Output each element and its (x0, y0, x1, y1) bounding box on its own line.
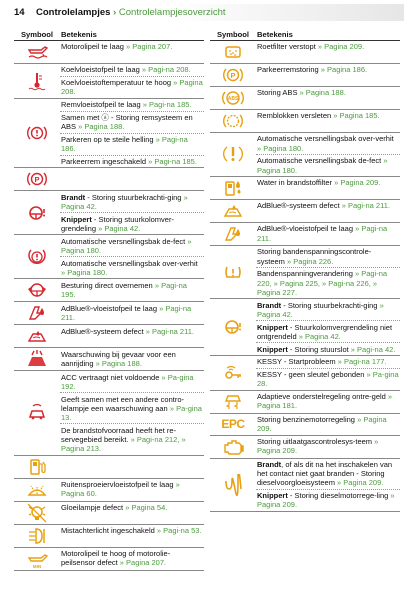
page-reference-link[interactable]: » Pagina 188. (95, 358, 142, 368)
table-row (14, 191, 204, 235)
meaning-cell (256, 41, 400, 63)
table-row (14, 302, 204, 325)
meaning-header: Betekenis (61, 30, 97, 39)
svg-text:ABS: ABS (227, 96, 239, 102)
page-number: 14 (14, 7, 25, 18)
meaning-text: - Storing stuurslot (287, 344, 351, 354)
meaning-line (256, 391, 400, 412)
table-row (210, 299, 400, 356)
meaning-line (256, 133, 400, 155)
table-row (14, 64, 204, 99)
meaning-line (60, 77, 204, 98)
page-reference-link[interactable]: » Pagi-na 195. (61, 280, 187, 299)
meaning-text: Water in brandstoffilter (257, 178, 335, 188)
meaning-text: KESSY - geen sleutel gebonden (257, 370, 367, 380)
kessy-key-icon (210, 356, 256, 390)
page-reference-link[interactable]: » Pagi-na 211. (257, 224, 388, 243)
meaning-line (256, 155, 400, 176)
meaning-cell (60, 548, 204, 570)
meaning-text: AdBlue®-systeem defect (61, 326, 146, 336)
table-row (210, 459, 400, 512)
meaning-text: Automatische versnellingsbak over-verhit (257, 134, 394, 144)
meaning-cell (60, 191, 204, 234)
meaning-text: Remvloeistofpeil te laag (61, 100, 143, 110)
meaning-line (60, 156, 204, 168)
page-reference-link[interactable]: » Pagina 226. (287, 256, 334, 266)
page-reference-link[interactable]: » Pagi-na 177. (337, 357, 387, 367)
meaning-text: Automatische versnellingsbak over-verhit (61, 258, 198, 268)
meaning-text: - Storing stuurbekrachti-ging (281, 300, 380, 310)
meaning-text: ACC vertraagt niet voldoende (61, 372, 162, 382)
page-reference-link[interactable]: » Pagina 42. (98, 223, 141, 233)
meaning-line (256, 41, 400, 53)
meaning-cell (60, 371, 204, 454)
table-row (210, 110, 400, 133)
table-row (14, 525, 204, 548)
meaning-line (60, 112, 204, 134)
meaning-cell (256, 299, 400, 355)
meaning-line (60, 41, 204, 53)
breadcrumb-separator: › (113, 7, 117, 18)
meaning-text: AdBlue®-vloeistofpeil te laag (257, 224, 356, 234)
tyre-pressure-icon (210, 246, 256, 298)
meaning-cell (60, 325, 204, 347)
meaning-text: , of als dit na het inschakelen van het contact niet gaat branden - Storing dieselvoorgloeisysteem (257, 460, 393, 488)
meaning-text: Besturing direct overnemen (61, 280, 155, 290)
meaning-cell (256, 177, 400, 199)
meaning-line (60, 479, 204, 500)
table-row (14, 548, 204, 571)
collision-warning-icon (14, 348, 60, 370)
page-reference-link[interactable]: » Pagi-na 211. (61, 303, 192, 322)
meaning-text: AdBlue®-systeem defect (257, 201, 342, 211)
abs-icon (210, 87, 256, 109)
table-row (210, 356, 400, 391)
oil-can-min-icon (14, 548, 60, 570)
page-reference-link[interactable]: » Pagi-na 185. (142, 100, 192, 110)
meaning-text: Storing benzinemotorregeling (257, 415, 358, 425)
engine-icon (210, 436, 256, 458)
table-row (210, 133, 400, 177)
table-row (210, 41, 400, 64)
page-reference-link[interactable]: » Pagina 42. (257, 300, 384, 319)
state-label: Knippert (257, 322, 288, 332)
table-row (14, 502, 204, 525)
table-row (210, 436, 400, 459)
meaning-cell (256, 246, 400, 298)
meaning-line (60, 279, 204, 300)
meaning-line (60, 99, 204, 112)
meaning-line (256, 321, 400, 343)
page-reference-link[interactable]: » Pagina 207. (126, 42, 173, 52)
page-reference-link[interactable]: » Pagi-na 220, » Pagina 225, » Pagi-na 226, » Pagina 227. (257, 269, 388, 297)
page-reference-link[interactable]: » Pagina 60. (61, 479, 180, 499)
brake-pad-icon (210, 110, 256, 132)
table-row (14, 41, 204, 64)
state-label: Brandt (257, 300, 282, 310)
page-reference-link[interactable]: » Pagina 180. (257, 156, 388, 175)
meaning-line (60, 548, 204, 569)
meaning-text: - Storing stuurbekrachti-ging (85, 192, 184, 202)
meaning-line (60, 235, 204, 257)
meaning-line (256, 299, 400, 321)
adblue-defect-icon (210, 200, 256, 222)
meaning-line (60, 191, 204, 213)
meaning-line (256, 268, 400, 298)
table-row (14, 348, 204, 371)
page-reference-link[interactable]: » Pagina 185. (333, 111, 380, 121)
meaning-text: Automatische versnellingsbak de-fect (257, 156, 384, 166)
meaning-text: Storing ABS (257, 88, 300, 98)
meaning-cell (60, 99, 204, 168)
page-reference-link[interactable]: » Pagi-na 53. (156, 525, 202, 535)
state-label: Brandt (61, 192, 86, 202)
meaning-text: Koelvloeistofpeil te laag (61, 65, 142, 75)
meaning-line (256, 110, 400, 122)
meaning-cell (256, 64, 400, 86)
table-row (14, 279, 204, 302)
page-reference-link[interactable]: » Pa-gina 28. (257, 370, 399, 389)
page-reference-link[interactable]: » Pagina 186. (320, 65, 368, 75)
adaptive-chassis-icon (210, 391, 256, 413)
page-reference-link[interactable]: » Pagi-na 211. (341, 201, 390, 211)
table-row (14, 99, 204, 169)
glow-plug-icon (14, 502, 60, 524)
page-reference-link[interactable]: » Pagina 188. (78, 122, 125, 132)
meaning-text: Roetfilter verstopt (257, 42, 318, 52)
meaning-text: Storing uitlaatgascontrolesys-teem (257, 437, 375, 447)
meaning-line (256, 369, 400, 390)
meaning-line (256, 246, 400, 268)
meaning-line (60, 371, 204, 393)
meaning-cell (60, 235, 204, 278)
meaning-line (256, 87, 400, 99)
meaning-line (256, 356, 400, 369)
meaning-line (256, 436, 400, 457)
section-title: Controlelampjes (36, 7, 111, 18)
meaning-text: De brandstofvoorraad heeft het re-servegebied bereikt. (61, 425, 177, 444)
meaning-cell (60, 456, 204, 478)
table-header (210, 30, 400, 41)
fog-light-icon (14, 525, 60, 547)
symbol-header: Symbool (216, 30, 250, 39)
page-reference-link[interactable]: » Pagina 209. (257, 491, 395, 510)
meaning-line (60, 302, 204, 323)
meaning-text: Samen met ⓐ - Storing remsysteem en ABS (61, 112, 193, 132)
meaning-line (60, 348, 204, 369)
meaning-text: Gloeilampje defect (61, 502, 126, 512)
meaning-header: Betekenis (257, 30, 293, 39)
page-reference-link[interactable]: » Pagina 209. (257, 437, 379, 456)
meaning-cell (256, 356, 400, 390)
meaning-text: Parkeerremstoring (257, 65, 321, 75)
meaning-text: Waarschuwing bij gevaar voor een aanrijding (61, 349, 176, 368)
right-table (210, 30, 400, 512)
gearbox-info-icon (210, 133, 256, 176)
gearbox-warning-icon (14, 235, 60, 278)
meaning-text: - Storing stuurkolomver-grendeling (61, 214, 174, 233)
page-reference-link[interactable]: » Pagina 209. (317, 42, 365, 52)
page-reference-link[interactable]: » Pagina 42. (298, 331, 341, 341)
meaning-line (256, 343, 400, 355)
meaning-line (60, 134, 204, 156)
meaning-text: Parkeerrem ingeschakeld (61, 156, 149, 166)
meaning-text: Motorolipeil te hoog of motorolie-peilsensor defect (61, 548, 171, 568)
meaning-line (256, 223, 400, 244)
meaning-cell (60, 302, 204, 324)
meaning-cell (256, 133, 400, 176)
meaning-cell (60, 279, 204, 301)
page-reference-link[interactable]: » Pagina 209. (334, 178, 381, 188)
table-row (210, 64, 400, 87)
meaning-line (60, 213, 204, 234)
meaning-text: Automatische versnellingsbak de-fect (61, 236, 188, 246)
parking-brake-icon (14, 168, 60, 190)
meaning-text: Storing bandenspanningscontrole-systeem (257, 247, 372, 266)
page-reference-link[interactable]: » Pagina 209. (257, 415, 387, 434)
meaning-line (60, 502, 204, 514)
page-reference-link[interactable]: » Pagina 180. (257, 143, 304, 153)
water-in-fuel-icon (210, 177, 256, 199)
svg-text:MIN: MIN (32, 563, 42, 569)
meaning-text: Mistachterlicht ingeschakeld (61, 525, 157, 535)
table-row (14, 235, 204, 279)
adblue-level-icon (14, 302, 60, 324)
page-reference-link[interactable]: » Pagi-na 212, » Pagina 213. (61, 435, 186, 454)
page-reference-link[interactable]: » Pagina 208. (61, 78, 203, 97)
page-reference-link[interactable]: » Pa-gina 13. (61, 403, 202, 423)
meaning-text: Ruitensproeiervloeistofpeil te laag (61, 479, 176, 489)
meaning-line (60, 257, 204, 278)
epc-icon: EPC (221, 416, 245, 431)
meaning-text: Bandenspanningverandering (257, 269, 355, 279)
meaning-line (256, 177, 400, 189)
meaning-line (256, 490, 400, 511)
meaning-text: Geeft samen met een andere contro-lelampje een waarschuwing aan (61, 394, 184, 413)
page-reference-link[interactable]: » Pagi-na 185. (148, 156, 197, 166)
svg-text:P: P (34, 175, 40, 185)
page-reference-link[interactable]: » Pa-gina 192. (61, 372, 194, 391)
park-assist-icon (210, 64, 256, 86)
acc-car-icon (14, 371, 60, 454)
meaning-cell (256, 414, 400, 435)
table-header (14, 30, 204, 41)
meaning-text: Parkeren op te steile helling (61, 134, 156, 144)
meaning-text: Motorolipeil te laag (61, 42, 127, 52)
meaning-cell (60, 525, 204, 547)
meaning-text: - Stuurkolomvergrendeling niet ontgrendeld (257, 322, 393, 341)
meaning-cell (60, 168, 204, 190)
meaning-line (60, 525, 204, 537)
subsection-title: Controlelampjesoverzicht (118, 7, 226, 18)
page-reference-link[interactable]: » Pagi-na 42. (350, 344, 396, 354)
page-reference-link[interactable]: » Pagina 188. (299, 88, 346, 98)
meaning-text: Adaptieve onderstelregeling ontre-geld (257, 392, 388, 402)
steering-wheel-warning-icon (14, 191, 60, 234)
meaning-text: AdBlue®-vloeistofpeil te laag (61, 303, 160, 313)
meaning-line (256, 414, 400, 435)
page-reference-link[interactable]: » Pagina 181. (257, 392, 393, 411)
meaning-cell (256, 223, 400, 245)
state-label: Knippert (61, 214, 92, 224)
meaning-text: - Storing dieselmotorrege-ling (287, 491, 391, 501)
brake-warning-icon (14, 99, 60, 168)
meaning-cell (256, 436, 400, 458)
meaning-cell (60, 502, 204, 524)
meaning-cell (60, 348, 204, 370)
page-header (14, 4, 404, 21)
page-reference-link[interactable]: » Pagina 180. (61, 267, 108, 277)
meaning-line (60, 393, 204, 424)
state-label: Knippert (257, 491, 288, 501)
oil-can-wave-icon (14, 41, 60, 63)
page-reference-link[interactable]: » Pagina 209. (337, 478, 384, 488)
glow-plug-coil-icon (210, 459, 256, 511)
table-row (210, 223, 400, 246)
page-reference-link[interactable]: » Pagi-na 186. (61, 134, 188, 154)
meaning-cell (60, 41, 204, 63)
table-row (210, 177, 400, 200)
table-row (210, 200, 400, 223)
adblue-low-icon (210, 223, 256, 245)
particulate-filter-icon (210, 41, 256, 63)
adblue-system-defect-icon (14, 325, 60, 347)
svg-text:P: P (230, 70, 236, 80)
meaning-line (256, 459, 400, 490)
washer-fluid-icon (14, 479, 60, 501)
page-reference-link[interactable]: » Pagi-na 211. (145, 326, 194, 336)
meaning-line (256, 200, 400, 212)
meaning-cell (256, 87, 400, 109)
meaning-text: Koelvloeistoftemperatuur te hoog (61, 78, 174, 88)
page-reference-link[interactable]: » Pagi-na 208. (141, 65, 191, 75)
coolant-temperature-icon (14, 64, 60, 98)
table-row (14, 325, 204, 348)
meaning-cell (256, 110, 400, 132)
meaning-cell (60, 479, 204, 501)
meaning-cell (60, 64, 204, 98)
steering-wheel-hands-icon (14, 279, 60, 301)
meaning-cell (256, 391, 400, 413)
table-row (14, 168, 204, 191)
page-reference-link[interactable]: » Pagina 42. (61, 192, 188, 211)
page-reference-link[interactable]: » Pagina 207. (119, 558, 167, 568)
meaning-text: KESSY - Startprobleem (257, 357, 338, 367)
symbol-header: Symbool (20, 30, 54, 39)
page-reference-link[interactable]: » Pagina 54. (125, 502, 168, 512)
table-row (210, 414, 400, 436)
table-row (210, 87, 400, 110)
left-table (14, 30, 204, 571)
table-row (14, 479, 204, 502)
meaning-text: Remblokken versleten (257, 111, 334, 121)
meaning-cell (256, 200, 400, 222)
table-row (14, 371, 204, 455)
state-label: Brandt (257, 460, 282, 470)
table-row (210, 391, 400, 414)
state-label: Knippert (257, 344, 288, 354)
table-row (210, 246, 400, 299)
table-row (14, 456, 204, 479)
meaning-line (60, 424, 204, 454)
fuel-pump-icon (14, 456, 60, 478)
meaning-line (256, 64, 400, 76)
meaning-cell (256, 459, 400, 511)
meaning-line (60, 325, 204, 337)
page-reference-link[interactable]: » Pagina 180. (61, 236, 192, 255)
steering-lock-icon (210, 299, 256, 355)
meaning-line (60, 64, 204, 77)
